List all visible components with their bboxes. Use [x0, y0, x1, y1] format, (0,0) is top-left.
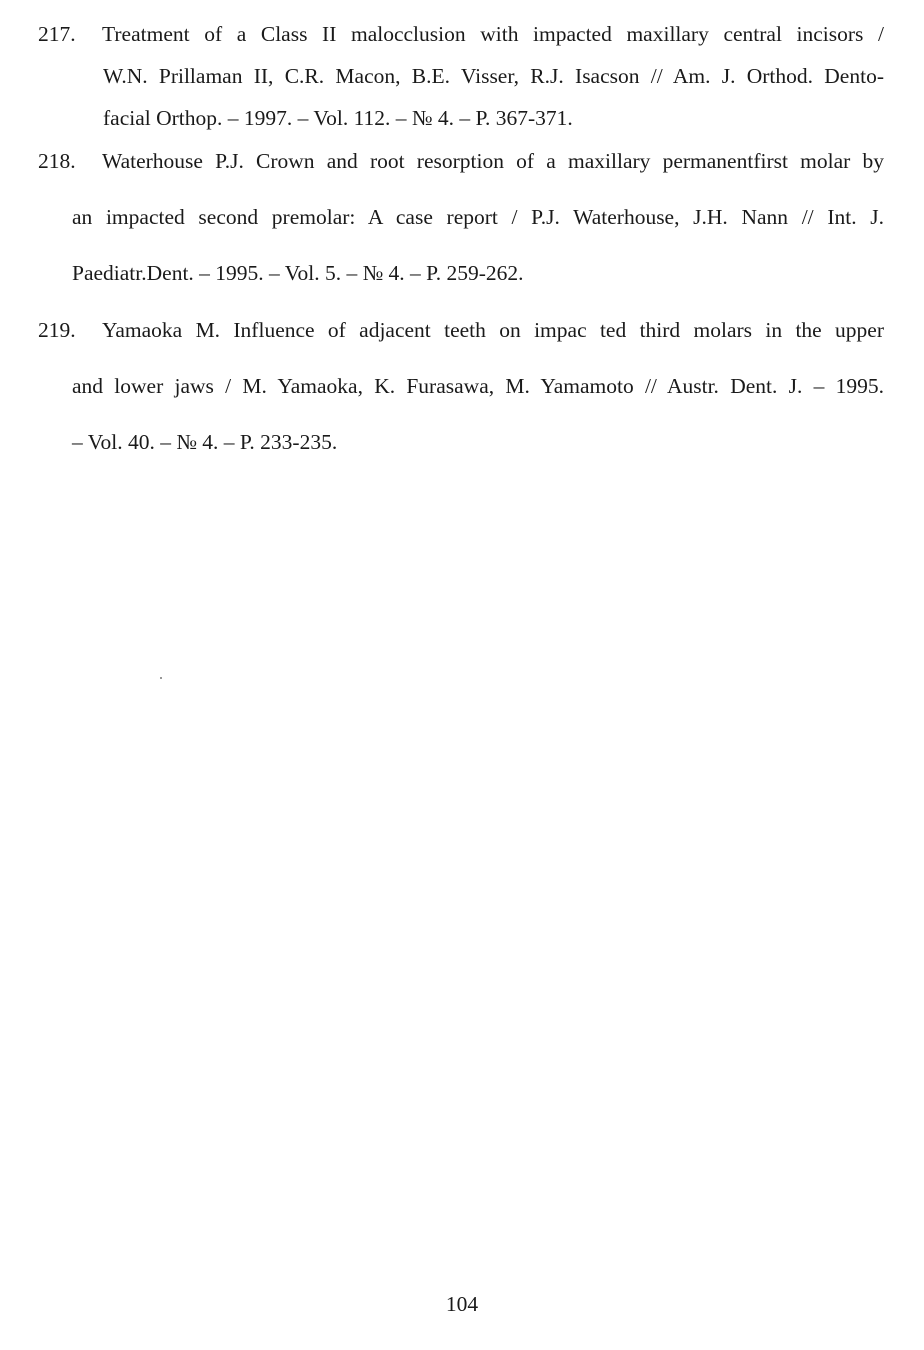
reference-number: 217. [38, 22, 76, 46]
reference-text-line: Paediatr.Dent. – 1995. – Vol. 5. – № 4. – P. 259-262. [72, 261, 524, 285]
reference-number: 218. [38, 149, 76, 173]
reference-number: 219. [38, 318, 76, 342]
reference-text-line: Treatment of a Class II malocclusion with impacted maxillary central incisors / [102, 22, 884, 46]
reference-text-line: Waterhouse P.J. Crown and root resorption of a maxillary permanentfirst molar by [102, 149, 884, 173]
reference-text-line: W.N. Prillaman II, C.R. Macon, B.E. Visser, R.J. Isacson // Am. J. Orthod. Dento- [103, 64, 884, 88]
reference-text-line: – Vol. 40. – № 4. – P. 233-235. [72, 430, 338, 454]
reference-first-line [38, 317, 884, 343]
reference-first-line [38, 148, 884, 174]
reference-text-line: facial Orthop. – 1997. – Vol. 112. – № 4. – P. 367-371. [103, 106, 573, 130]
reference-text-line: an impacted second premolar: A case report / P.J. Waterhouse, J.H. Nann // Int. J. [72, 205, 884, 229]
page-number: 104 [445, 1292, 479, 1316]
reference-text-line: and lower jaws / M. Yamaoka, K. Furasawa, M. Yamamoto // Austr. Dent. J. – 1995. [72, 374, 884, 398]
reference-text-line: Yamaoka M. Influence of adjacent teeth on impac ted third molars in the upper [102, 318, 884, 342]
reference-first-line [38, 21, 884, 47]
scan-speck [160, 677, 162, 679]
